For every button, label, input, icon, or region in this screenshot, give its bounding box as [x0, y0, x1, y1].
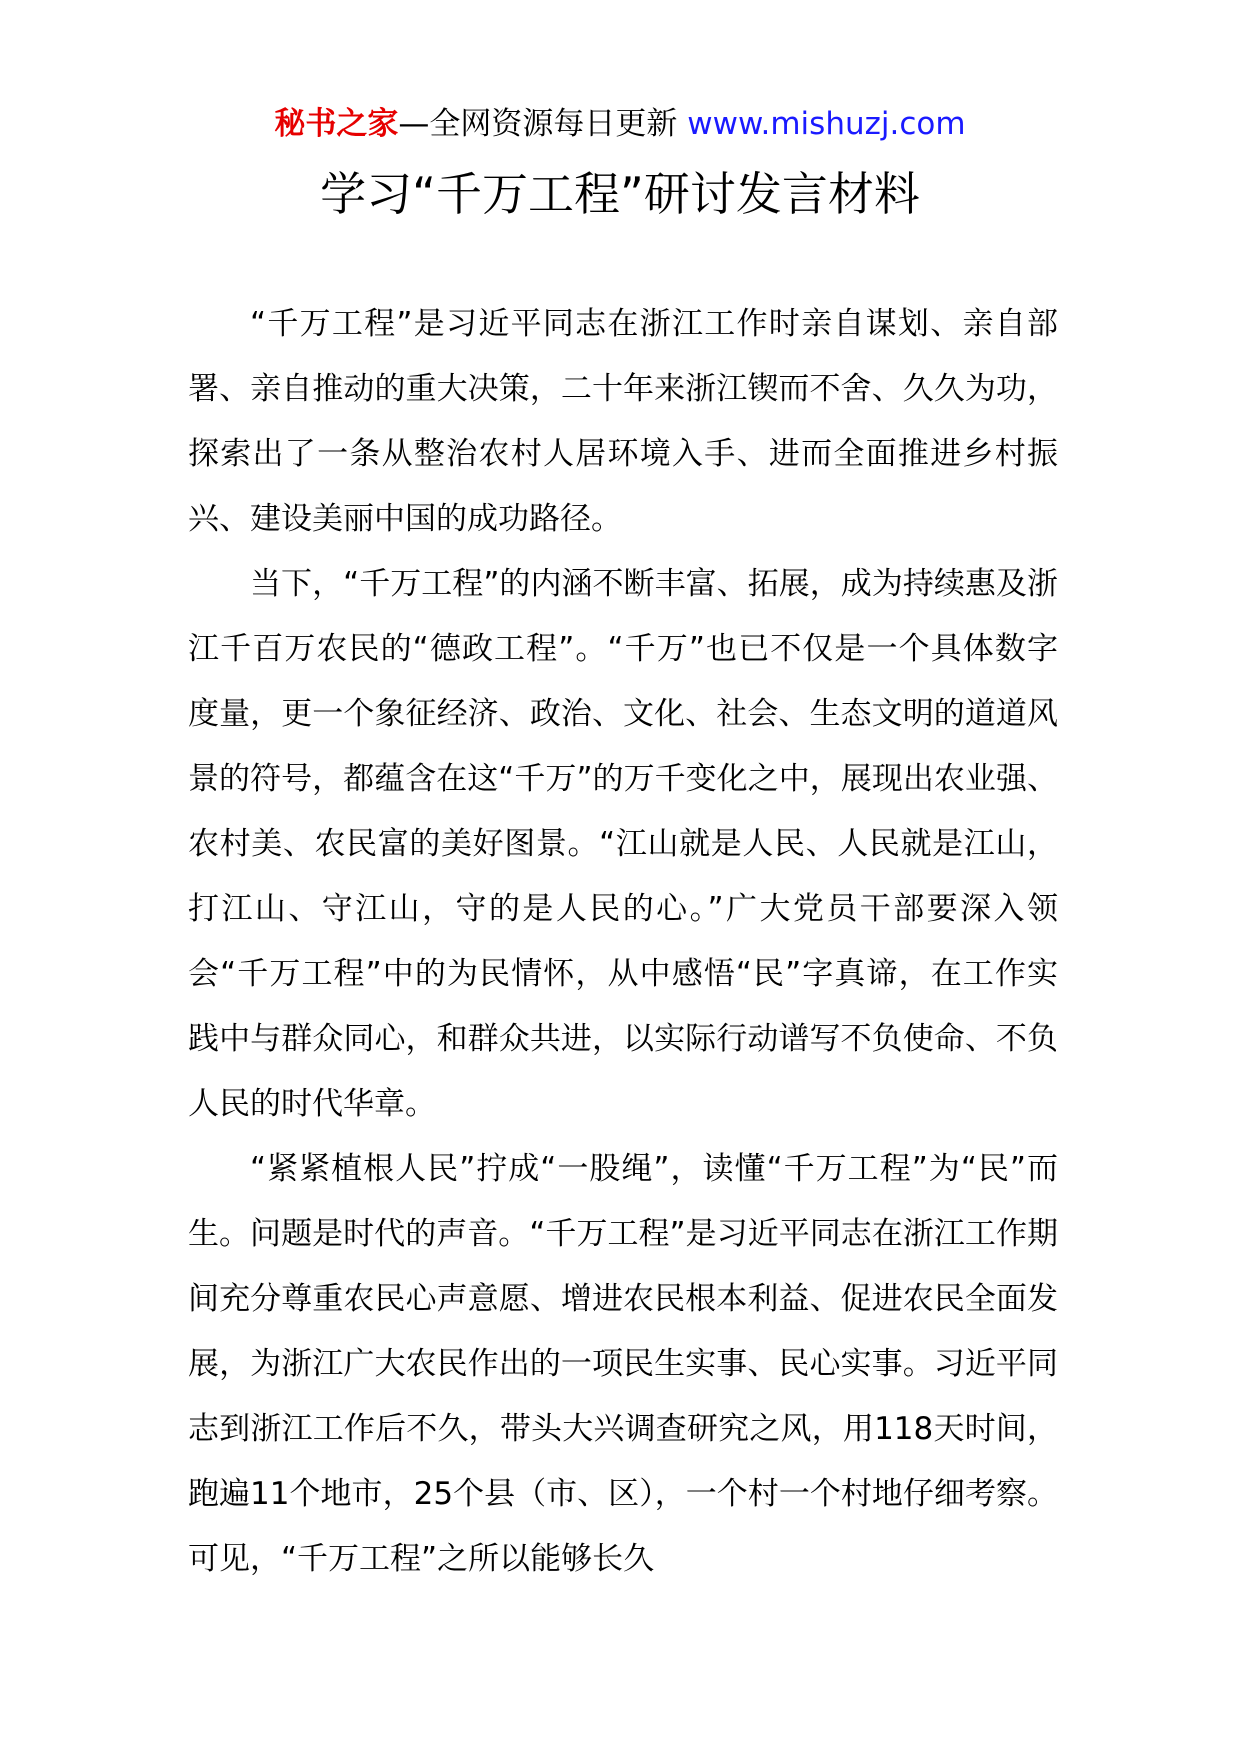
paragraph-1: “千万工程”是习近平同志在浙江工作时亲自谋划、亲自部署、亲自推动的重大决策，二十年来浙江锲而不舍、久久为功，探索出了一条从整治农村人居环境入手、进而全面推进乡村振兴、建设美丽中国的成功路径。 — [188, 306, 1058, 537]
paragraph-3: “紧紧植根人民”拧成“一股绳”，读懂“千万工程”为“民”而生。问题是时代的声音。“千万工程”是习近平同志在浙江工作期间充分尊重农民心声意愿、增进农民根本利益、促进农民全面发展，为浙江广大农民作出的一项民生实事、民心实事。习近平同志到浙江工作后不久，带头大兴调查研究之风，用118天时间，跑遍11个地市，25个县（市、区），一个村一个村地仔细考察。可见，“千万工程”之所以能够长久 — [188, 1151, 1058, 1577]
document-title: 学习“千万工程”研讨发言材料 — [320, 167, 920, 221]
site-brand: 秘书之家 — [274, 106, 399, 142]
site-url-link[interactable]: www.mishuzj.com — [687, 106, 966, 142]
document-body — [188, 292, 1058, 1592]
site-banner — [0, 100, 1240, 148]
paragraph-2: 当下，“千万工程”的内涵不断丰富、拓展，成为持续惠及浙江千百万农民的“德政工程”。“千万”也已不仅是一个具体数字度量，更一个象征经济、政治、文化、社会、生态文明的道道风景的符号，都蕴含在这“千万”的万千变化之中，展现出农业强、农村美、农民富的美好图景。“江山就是人民、人民就是江山，打江山、守江山，守的是人民的心。”广大党员干部要深入领会“千万工程”中的为民情怀，从中感悟“民”字真谛，在工作实践中与群众同心，和群众共进，以实际行动谱写不负使命、不负人民的时代华章。 — [188, 566, 1058, 1122]
site-tagline: —全网资源每日更新 — [398, 106, 688, 142]
